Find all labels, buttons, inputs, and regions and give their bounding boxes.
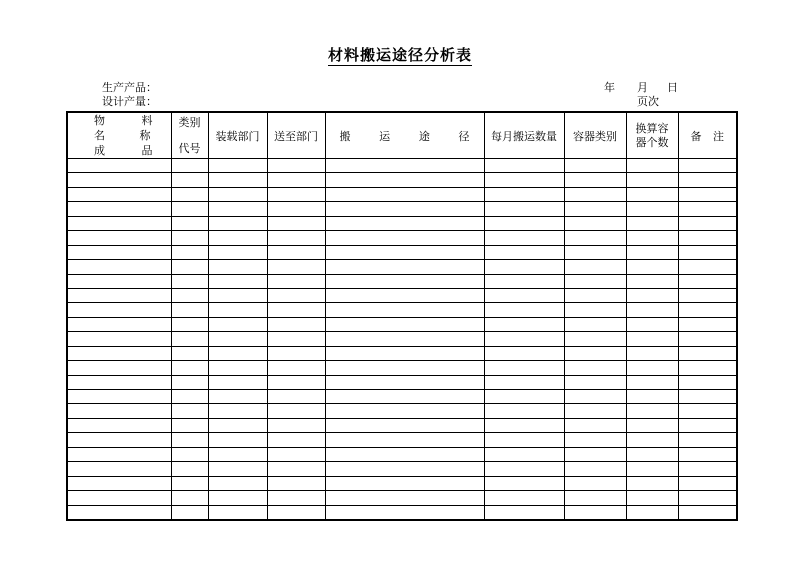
table-cell[interactable] [171, 462, 208, 476]
table-cell[interactable] [626, 288, 678, 302]
table-row [67, 404, 737, 418]
table-cell[interactable] [325, 447, 484, 461]
table-cell[interactable] [208, 447, 267, 461]
table-row [67, 187, 737, 201]
table-cell[interactable] [678, 187, 737, 201]
table-cell[interactable] [626, 202, 678, 216]
table-cell[interactable] [626, 375, 678, 389]
form-title: 材料搬运途径分析表 [327, 46, 472, 64]
table-row [67, 303, 737, 317]
table-cell[interactable] [626, 505, 678, 520]
table-cell[interactable] [171, 476, 208, 490]
table-cell[interactable] [564, 202, 626, 216]
table-cell[interactable] [484, 447, 564, 461]
header-row [67, 112, 737, 159]
table-cell[interactable] [171, 332, 208, 346]
table-cell[interactable] [325, 476, 484, 490]
table-cell[interactable] [325, 317, 484, 331]
table-row [67, 245, 737, 259]
table-body [67, 159, 737, 520]
table-cell[interactable] [208, 288, 267, 302]
table-cell[interactable] [626, 332, 678, 346]
table-cell[interactable] [67, 361, 171, 375]
table-cell[interactable] [171, 418, 208, 432]
table-cell[interactable] [564, 187, 626, 201]
table-cell[interactable] [208, 505, 267, 520]
table-cell[interactable] [67, 418, 171, 432]
table-cell[interactable] [171, 187, 208, 201]
table-cell[interactable] [484, 346, 564, 360]
table-cell[interactable] [484, 187, 564, 201]
table-cell[interactable] [564, 462, 626, 476]
table-cell[interactable] [267, 260, 325, 274]
table-cell[interactable] [325, 404, 484, 418]
table-cell[interactable] [171, 202, 208, 216]
table-cell[interactable] [67, 216, 171, 230]
table-cell[interactable] [267, 317, 325, 331]
table-cell[interactable] [678, 433, 737, 447]
table-cell[interactable] [171, 274, 208, 288]
table-row [67, 361, 737, 375]
table-cell[interactable] [564, 303, 626, 317]
table-cell[interactable] [678, 346, 737, 360]
table-cell[interactable] [325, 288, 484, 302]
table-cell[interactable] [208, 231, 267, 245]
table-cell[interactable] [626, 245, 678, 259]
table-cell[interactable] [267, 491, 325, 505]
page-label: 页次 [637, 95, 659, 108]
table-cell[interactable] [208, 361, 267, 375]
table-cell[interactable] [267, 404, 325, 418]
table-row [67, 390, 737, 404]
table-row [67, 317, 737, 331]
table-cell[interactable] [267, 216, 325, 230]
table-cell[interactable] [67, 433, 171, 447]
table-cell[interactable] [325, 159, 484, 173]
table-cell[interactable] [171, 505, 208, 520]
table-cell[interactable] [171, 260, 208, 274]
table-cell[interactable] [564, 159, 626, 173]
table-cell[interactable] [484, 159, 564, 173]
table-cell[interactable] [67, 447, 171, 461]
table-row [67, 375, 737, 389]
table-cell[interactable] [484, 505, 564, 520]
table-cell[interactable] [325, 245, 484, 259]
table-cell[interactable] [208, 202, 267, 216]
table-row [67, 462, 737, 476]
table-cell[interactable] [208, 390, 267, 404]
table-cell[interactable] [484, 173, 564, 187]
table-cell[interactable] [67, 202, 171, 216]
table-cell[interactable] [267, 476, 325, 490]
year-label: 年 [604, 81, 615, 94]
table-cell[interactable] [484, 476, 564, 490]
table-cell[interactable] [564, 173, 626, 187]
table-cell[interactable] [484, 462, 564, 476]
table-cell[interactable] [626, 346, 678, 360]
table-cell[interactable] [267, 159, 325, 173]
table-cell[interactable] [564, 491, 626, 505]
table-cell[interactable] [171, 303, 208, 317]
table-cell[interactable] [208, 418, 267, 432]
table-cell[interactable] [678, 462, 737, 476]
table-cell[interactable] [171, 447, 208, 461]
table-cell[interactable] [171, 361, 208, 375]
table-cell[interactable] [564, 332, 626, 346]
table-cell[interactable] [267, 187, 325, 201]
table-row [67, 332, 737, 346]
table-cell[interactable] [564, 404, 626, 418]
table-cell[interactable] [564, 418, 626, 432]
table-row [67, 216, 737, 230]
table-cell[interactable] [267, 505, 325, 520]
table-row [67, 173, 737, 187]
table-cell[interactable] [626, 462, 678, 476]
table-cell[interactable] [208, 245, 267, 259]
table-cell[interactable] [484, 433, 564, 447]
table-cell[interactable] [678, 361, 737, 375]
table-cell[interactable] [325, 462, 484, 476]
table-cell[interactable] [208, 159, 267, 173]
table-row [67, 274, 737, 288]
table-cell[interactable] [484, 491, 564, 505]
table-cell[interactable] [564, 505, 626, 520]
table-cell[interactable] [208, 346, 267, 360]
table-cell[interactable] [208, 332, 267, 346]
table-cell[interactable] [484, 288, 564, 302]
table-row [67, 231, 737, 245]
table-cell[interactable] [564, 375, 626, 389]
table-cell[interactable] [484, 303, 564, 317]
table-cell[interactable] [678, 245, 737, 259]
table-cell[interactable] [267, 462, 325, 476]
header-item-name: 物 料 名 称 成 品 [67, 112, 171, 159]
table-cell[interactable] [325, 332, 484, 346]
table-cell[interactable] [325, 303, 484, 317]
table-cell[interactable] [67, 476, 171, 490]
table-cell[interactable] [564, 346, 626, 360]
table-cell[interactable] [564, 476, 626, 490]
table-cell[interactable] [564, 317, 626, 331]
table-cell[interactable] [67, 245, 171, 259]
table-cell[interactable] [267, 390, 325, 404]
table-cell[interactable] [564, 274, 626, 288]
table-cell[interactable] [67, 187, 171, 201]
table-cell[interactable] [267, 447, 325, 461]
table-cell[interactable] [208, 404, 267, 418]
table-cell[interactable] [678, 159, 737, 173]
table-cell[interactable] [171, 288, 208, 302]
table-cell[interactable] [484, 390, 564, 404]
table-cell[interactable] [208, 303, 267, 317]
table-cell[interactable] [267, 418, 325, 432]
table-cell[interactable] [678, 418, 737, 432]
header-container-type: 容器类别 [564, 112, 626, 159]
table-row [67, 260, 737, 274]
table-cell[interactable] [267, 173, 325, 187]
table-cell[interactable] [171, 346, 208, 360]
table-cell[interactable] [564, 447, 626, 461]
month-label: 月 [637, 81, 648, 94]
table-cell[interactable] [564, 216, 626, 230]
table-cell[interactable] [325, 505, 484, 520]
table-cell[interactable] [626, 173, 678, 187]
table-cell[interactable] [484, 231, 564, 245]
table-cell[interactable] [626, 491, 678, 505]
table-row [67, 505, 737, 520]
table-cell[interactable] [67, 375, 171, 389]
table-cell[interactable] [484, 317, 564, 331]
table-cell[interactable] [67, 260, 171, 274]
header-monthly-qty: 每月搬运数量 [484, 112, 564, 159]
table-cell[interactable] [325, 231, 484, 245]
table-cell[interactable] [564, 288, 626, 302]
table-cell[interactable] [678, 288, 737, 302]
table-cell[interactable] [484, 216, 564, 230]
header-route: 搬 运 途 径 [325, 112, 484, 159]
table-cell[interactable] [267, 361, 325, 375]
table-cell[interactable] [67, 346, 171, 360]
table-cell[interactable] [564, 231, 626, 245]
table-row [67, 288, 737, 302]
table-row [67, 202, 737, 216]
table-cell[interactable] [67, 231, 171, 245]
day-label: 日 [667, 81, 678, 94]
table-cell[interactable] [678, 173, 737, 187]
table-cell[interactable] [678, 390, 737, 404]
table-cell[interactable] [678, 303, 737, 317]
table-row [67, 346, 737, 360]
header-remarks: 备 注 [678, 112, 737, 159]
table-cell[interactable] [208, 187, 267, 201]
table-cell[interactable] [325, 260, 484, 274]
table-cell[interactable] [171, 390, 208, 404]
table-cell[interactable] [267, 288, 325, 302]
header-to-dept: 送至部门 [267, 112, 325, 159]
table-cell[interactable] [67, 332, 171, 346]
header-converted-count: 换算容 器个数 [626, 112, 678, 159]
table-cell[interactable] [564, 433, 626, 447]
table-cell[interactable] [67, 404, 171, 418]
table-cell[interactable] [484, 332, 564, 346]
table-cell[interactable] [267, 274, 325, 288]
table-cell[interactable] [267, 433, 325, 447]
table-cell[interactable] [626, 260, 678, 274]
table-cell[interactable] [626, 187, 678, 201]
table-cell[interactable] [171, 491, 208, 505]
table-cell[interactable] [67, 274, 171, 288]
table-cell[interactable] [678, 216, 737, 230]
table-row [67, 418, 737, 432]
table-cell[interactable] [325, 202, 484, 216]
table-cell[interactable] [626, 418, 678, 432]
table-cell[interactable] [678, 332, 737, 346]
table-cell[interactable] [171, 375, 208, 389]
table-cell[interactable] [67, 491, 171, 505]
table-cell[interactable] [67, 390, 171, 404]
table-cell[interactable] [626, 317, 678, 331]
table-row [67, 491, 737, 505]
table-cell[interactable] [208, 476, 267, 490]
table-cell[interactable] [171, 231, 208, 245]
table-cell[interactable] [171, 173, 208, 187]
table-cell[interactable] [267, 332, 325, 346]
table-cell[interactable] [484, 361, 564, 375]
table-cell[interactable] [325, 216, 484, 230]
table-cell[interactable] [208, 317, 267, 331]
table-cell[interactable] [267, 231, 325, 245]
table-cell[interactable] [171, 159, 208, 173]
table-cell[interactable] [626, 274, 678, 288]
table-cell[interactable] [67, 505, 171, 520]
table-cell[interactable] [626, 447, 678, 461]
table-cell[interactable] [208, 274, 267, 288]
product-label: 生产产品： [102, 81, 157, 94]
table-cell[interactable] [208, 462, 267, 476]
table-cell[interactable] [484, 274, 564, 288]
table-cell[interactable] [678, 375, 737, 389]
table-cell[interactable] [484, 418, 564, 432]
table-cell[interactable] [267, 303, 325, 317]
output-label: 设计产量： [102, 95, 157, 108]
table-row [67, 476, 737, 490]
table-cell[interactable] [67, 159, 171, 173]
table-cell[interactable] [564, 245, 626, 259]
table-cell[interactable] [678, 274, 737, 288]
table-cell[interactable] [678, 202, 737, 216]
table-cell[interactable] [267, 202, 325, 216]
table-cell[interactable] [208, 375, 267, 389]
table-cell[interactable] [678, 505, 737, 520]
table-cell[interactable] [325, 418, 484, 432]
header-loading-dept: 装载部门 [208, 112, 267, 159]
table-cell[interactable] [171, 216, 208, 230]
table-cell[interactable] [67, 303, 171, 317]
table-cell[interactable] [208, 491, 267, 505]
table-row [67, 433, 737, 447]
analysis-table [66, 111, 738, 521]
table-cell[interactable] [67, 288, 171, 302]
table-cell[interactable] [626, 159, 678, 173]
table-cell[interactable] [484, 375, 564, 389]
table-cell[interactable] [325, 433, 484, 447]
table-cell[interactable] [208, 216, 267, 230]
table-cell[interactable] [484, 404, 564, 418]
table-cell[interactable] [267, 245, 325, 259]
table-cell[interactable] [267, 375, 325, 389]
table-cell[interactable] [67, 462, 171, 476]
table-cell[interactable] [325, 361, 484, 375]
table-cell[interactable] [325, 375, 484, 389]
table-cell[interactable] [484, 202, 564, 216]
table-cell[interactable] [626, 303, 678, 317]
table-cell[interactable] [626, 404, 678, 418]
table-cell[interactable] [171, 404, 208, 418]
table-cell[interactable] [678, 447, 737, 461]
table-cell[interactable] [67, 173, 171, 187]
table-cell[interactable] [325, 390, 484, 404]
table-cell[interactable] [626, 216, 678, 230]
table-cell[interactable] [564, 260, 626, 274]
table-cell[interactable] [678, 231, 737, 245]
header-category-code: 类别 代号 [171, 112, 208, 159]
table-cell[interactable] [67, 317, 171, 331]
table-cell[interactable] [626, 231, 678, 245]
table-cell[interactable] [678, 404, 737, 418]
table-cell[interactable] [171, 317, 208, 331]
table-cell[interactable] [325, 346, 484, 360]
table-cell[interactable] [564, 390, 626, 404]
table-cell[interactable] [171, 245, 208, 259]
table-cell[interactable] [484, 260, 564, 274]
table-cell[interactable] [484, 245, 564, 259]
table-cell[interactable] [678, 476, 737, 490]
table-cell[interactable] [208, 433, 267, 447]
table-cell[interactable] [171, 433, 208, 447]
table-cell[interactable] [208, 260, 267, 274]
table-cell[interactable] [678, 260, 737, 274]
table-cell[interactable] [626, 361, 678, 375]
table-cell[interactable] [325, 187, 484, 201]
table-row [67, 447, 737, 461]
table-row [67, 159, 737, 173]
table-cell[interactable] [678, 317, 737, 331]
table-cell[interactable] [208, 173, 267, 187]
table-cell[interactable] [267, 346, 325, 360]
table-cell[interactable] [678, 491, 737, 505]
table-cell[interactable] [325, 173, 484, 187]
table-cell[interactable] [626, 476, 678, 490]
table-cell[interactable] [564, 361, 626, 375]
table-cell[interactable] [626, 390, 678, 404]
table-cell[interactable] [626, 433, 678, 447]
table-cell[interactable] [325, 274, 484, 288]
table-cell[interactable] [325, 491, 484, 505]
